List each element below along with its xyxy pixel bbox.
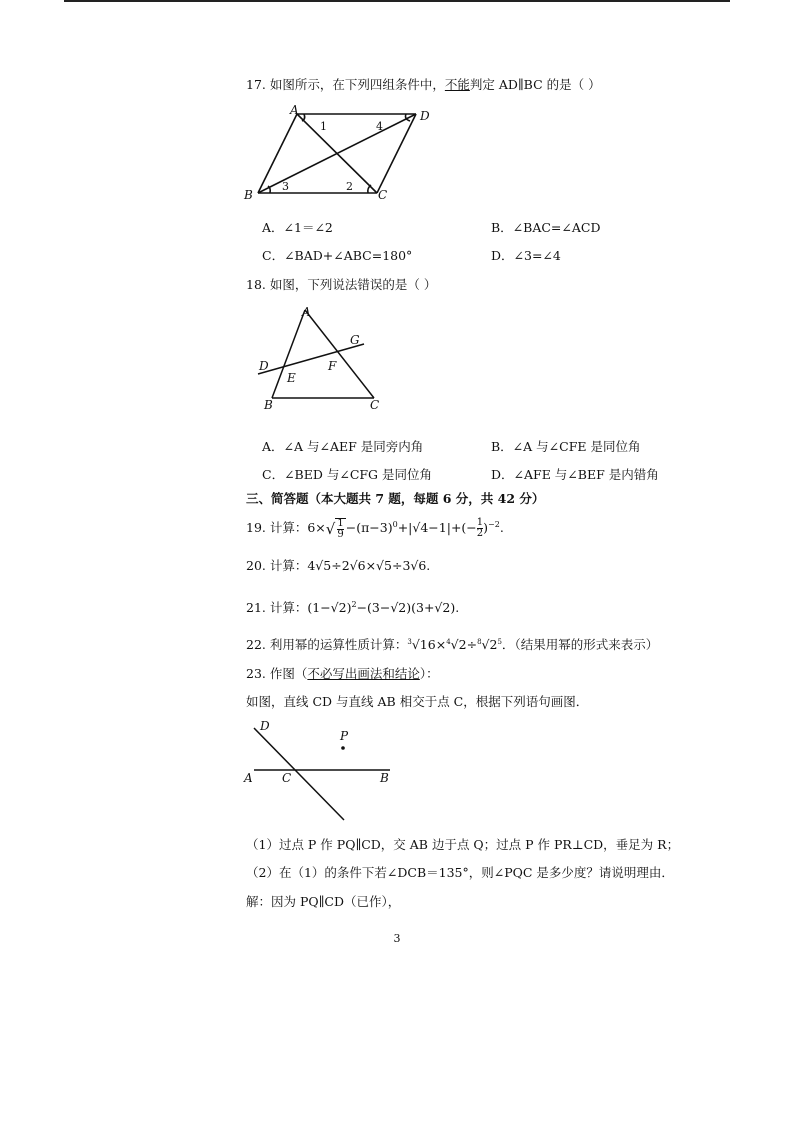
- q19: 19. 计算：6×√ $\frac{1}{9}$ $-(\pi-3)^0+|√4-1|+(-$ $\frac{1}{2}$ )$^{-2}$.: [246, 517, 504, 540]
- q18-option-c: C．∠BED 与∠CFG 是同位角: [262, 467, 433, 482]
- q20-expression: 4√5÷2√6×√5÷3√6.: [307, 558, 431, 573]
- top-rule: [64, 0, 730, 2]
- svg-text:2: 2: [346, 180, 353, 193]
- svg-text:1: 1: [320, 120, 327, 133]
- svg-text:A: A: [302, 305, 311, 319]
- section-3-title: 三、简答题（本大题共 7 题，每题 6 分，共 42 分）: [246, 491, 545, 506]
- svg-text:F: F: [328, 359, 337, 373]
- q17-stem: 17. 如图所示，在下列四组条件中，不能判定 AD∥BC 的是（ ）: [246, 77, 601, 92]
- q22-expression: $^3√16\times^4√2\div^8√2^5$．: [407, 637, 515, 653]
- q17-option-b: B．∠BAC=∠ACD: [491, 220, 601, 235]
- q17-option-c: C．∠BAD+∠ABC=180°: [262, 248, 413, 263]
- q21: 21. 计算：$(1-√2)^2-(3-√2)(3+√2)$.: [246, 600, 460, 616]
- q18-stem: 18. 如图，下列说法错误的是（ ）: [246, 277, 437, 292]
- q23-part-2: （2）在（1）的条件下若∠DCB＝135°，则∠PQC 是多少度？请说明理由．: [246, 865, 674, 880]
- svg-text:A: A: [290, 104, 299, 117]
- svg-text:4: 4: [376, 120, 383, 133]
- q23-part-1: （1）过点 P 作 PQ∥CD，交 AB 边于点 Q；过点 P 作 PR⊥CD，垂足为 R；: [246, 837, 680, 852]
- svg-text:G: G: [350, 333, 360, 347]
- svg-text:P: P: [340, 729, 349, 743]
- q23-answer: 解：因为 PQ∥CD（已作），: [246, 894, 401, 909]
- svg-text:E: E: [287, 371, 296, 385]
- page-number: 3: [393, 932, 401, 945]
- q19-expression: 6×√ $\frac{1}{9}$ $-(\pi-3)^0+|√4-1|+(-$ $\frac{1}{2}$ )$^{-2}$.: [307, 517, 504, 540]
- svg-text:B: B: [264, 398, 273, 412]
- q21-expression: $(1-√2)^2-(3-√2)(3+√2)$.: [307, 600, 460, 616]
- q22: 22. 利用幂的运算性质计算：$^3√16\times^4√2\div^8√2^5$．（结果用幂的形式来表示）: [246, 637, 659, 653]
- svg-text:C: C: [378, 188, 388, 202]
- svg-text:3: 3: [282, 180, 289, 193]
- svg-text:B: B: [380, 771, 389, 785]
- svg-text:D: D: [260, 719, 270, 733]
- q17-option-d: D．∠3=∠4: [491, 248, 561, 263]
- svg-text:A: A: [244, 771, 253, 785]
- q18-option-b: B．∠A 与∠CFE 是同位角: [491, 439, 641, 454]
- q17-option-a: A．∠1＝∠2: [262, 220, 333, 235]
- svg-text:D: D: [259, 359, 269, 373]
- svg-text:D: D: [420, 109, 430, 123]
- q23-description: 如图，直线 CD 与直线 AB 相交于点 C，根据下列语句画图．: [246, 694, 589, 709]
- q23-figure: [240, 716, 410, 824]
- q20: 20. 计算：4√5÷2√6×√5÷3√6.: [246, 558, 431, 573]
- q18-figure: [250, 302, 380, 414]
- svg-text:C: C: [282, 771, 292, 785]
- q18-option-d: D．∠AFE 与∠BEF 是内错角: [491, 467, 659, 482]
- svg-text:C: C: [370, 398, 380, 412]
- q17-figure: [240, 104, 440, 204]
- q23-title: 23. 作图（不必写出画法和结论）：: [246, 666, 439, 681]
- q18-option-a: A．∠A 与∠AEF 是同旁内角: [262, 439, 424, 454]
- svg-text:B: B: [244, 188, 253, 202]
